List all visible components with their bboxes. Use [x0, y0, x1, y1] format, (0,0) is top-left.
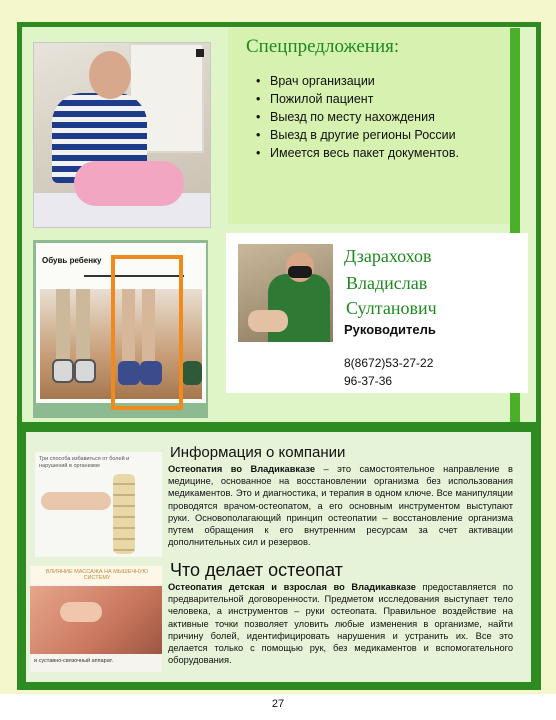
osteopath-lead: Остеопатия детская и взрослая во Владикавказе	[168, 582, 416, 592]
osteopath-heading: Что делает остеопат	[170, 560, 343, 580]
specials-list	[256, 72, 459, 162]
photo-hand	[248, 310, 288, 332]
spine-image-caption: Три способа избавиться от болей и нарушений в организме	[39, 456, 130, 469]
massage-image-caption: ВЛИЯНИЕ МАССАЖА НА МЫШЕЧНУЮ СИСТЕМУ	[45, 569, 149, 581]
leg-shape	[76, 289, 90, 359]
specials-item: • Пожилой пациент	[256, 90, 459, 108]
specials-title: Спецпредложения:	[246, 36, 400, 57]
phone-number[interactable]: 8(8672)53-27-22	[344, 356, 434, 370]
company-info-text	[168, 463, 513, 548]
phone-number[interactable]: 96-37-36	[344, 374, 393, 388]
photo-corner-mark	[196, 49, 204, 57]
photo-baby	[74, 161, 184, 206]
orange-frame	[113, 255, 183, 410]
shoe-shape	[74, 359, 96, 383]
leg-shape	[56, 289, 70, 359]
massage-image-footer: и суставно-связочный аппарат.	[34, 658, 114, 664]
finger-shape	[41, 492, 111, 510]
director-role: Руководитель	[344, 322, 436, 337]
company-info-lead: Остеопатия во Владикавказе	[168, 464, 316, 474]
specials-item: • Выезд по месту нахождения	[256, 108, 459, 126]
osteopath-text	[168, 581, 513, 666]
specials-item: • Выезд в другие регионы России	[256, 126, 459, 144]
company-info-heading: Информация о компании	[170, 444, 346, 461]
specials-item: • Врач организации	[256, 72, 459, 90]
director-surname: Дзарахохов	[344, 246, 432, 266]
doctor-with-baby-photo	[33, 42, 211, 228]
photo-head	[89, 51, 131, 99]
director-patronymic: Султанович	[346, 298, 437, 318]
photo-mask	[288, 266, 312, 278]
page-number: 27	[271, 698, 285, 710]
spine-shape	[113, 474, 135, 554]
shoe-shape	[182, 361, 202, 385]
director-first-name: Владислав	[346, 273, 428, 293]
director-photo	[238, 244, 333, 342]
company-info-body: – это самостоятельное направление в медицине, основанное на восстановлении организма без использования медикаментов. Это и диагностика, и терапия в одном ключе. Все манипуляции проводятся врачом-остеопатом, а его основным инструментом выступают руки. Основополагающий принцип остеопатии – восстановление организма путем обращения к его внутренним ресурсам за счет активации дополнительных сил и резервов.	[168, 464, 513, 548]
shoes-image-title: Обувь ребенку	[42, 256, 102, 265]
osteopath-body: предоставляется по предварительной договоренности. Предметом исследования выступает тело человека, а инструментов – руки остеопата. Правильное воздействие на активные точки позволяет уловить любые изменения в организме, найти причину болей, идентифицировать нарушения и устранить их. Все это делается только с помощью рук, без медикаментов и вспомогательного оборудования.	[168, 582, 513, 666]
massage-image	[30, 566, 162, 672]
spine-image	[35, 452, 162, 557]
massage-hand	[60, 602, 102, 622]
shoe-shape	[52, 359, 74, 383]
specials-item: • Имеется весь пакет документов.	[256, 144, 459, 162]
